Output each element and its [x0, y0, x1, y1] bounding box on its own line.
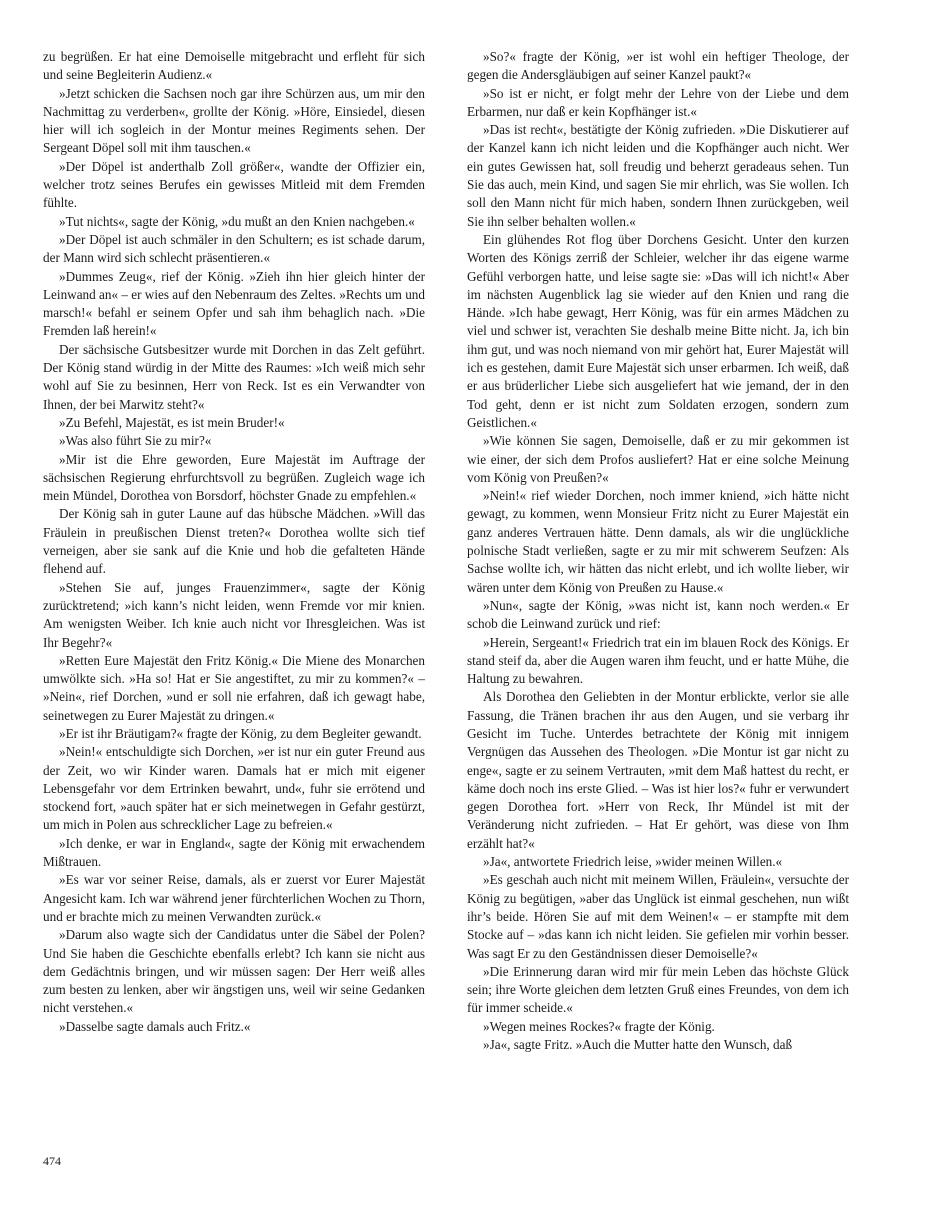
- paragraph: »Die Erinnerung daran wird mir für mein Leben das höchste Glück sein; ihre Worte gleichen dem letzten Gruß eines Freundes, von dem ich für immer scheide.«: [467, 963, 849, 1016]
- paragraph: »Der Döpel ist anderthalb Zoll größer«, wandte der Offizier ein, welcher trotz seines Berufes ein gewisses Mitleid mit dem Fremden fühlte.: [43, 158, 425, 211]
- paragraph: »Ja«, sagte Fritz. »Auch die Mutter hatte den Wunsch, daß: [483, 1037, 793, 1053]
- paragraph: »Tut nichts«, sagte der König, »du mußt an den Knien nachgeben.«: [59, 213, 415, 229]
- paragraph: »Stehen Sie auf, junges Frauenzimmer«, sagte der König zurücktretend; »ich kann’s nicht leiden, wenn Fremde vor mir knien. Am wenigsten Weiber. Ich knie auch nicht vor Ihresgleichen. Was ist Ihr Begehr?«: [43, 579, 425, 650]
- paragraph: »Jetzt schicken die Sachsen noch gar ihre Schürzen aus, um mir den Nachmittag zu verderben«, grollte der König. »Höre, Einsiedel, diesen hier will ich sogleich in der Montur meines Regiments sehen. Der Sergeant Döpel soll mit ihm tauschen.«: [43, 85, 425, 156]
- right-column: [467, 48, 849, 1054]
- paragraph: Der König sah in guter Laune auf das hübsche Mädchen. »Will das Fräulein in preußischen Dienst treten?« Dorothea wollte sich tief verneigen, aber sie sank auf die Knie und hob die gefalteten Hände flehend auf.: [43, 506, 425, 577]
- paragraph: »Was also führt Sie zu mir?«: [59, 433, 212, 449]
- paragraph: »Dasselbe sagte damals auch Fritz.«: [59, 1018, 251, 1034]
- paragraph: Ein glühendes Rot flog über Dorchens Gesicht. Unter den kurzen Worten des Königs zerriß der Schleier, welcher ihr das eigene warme Gefühl verborgen hatte, und leise sagte sie: »Das will ich nicht!« Aber im nächsten Augenblick lag sie wieder auf den Knien und rang die Hände. »Ich habe gewagt, Herr König, was für ein armes Mädchen zu viel und schwer ist, verachten Sie deshalb meine Bitte nicht. Ja, ich bin ihm gut, und was noch niemand von mir gehört hat, Eurer Majestät will ich es gestehen, damit Eure Majestät sich unser erbarmen. Ich weiß, daß er aus brüderlicher Liebe sich ausgeliefert hat wie jemand, der in den Tod geht, denn er ist nicht zum Soldaten erzogen, sondern zum Geistlichen.«: [467, 231, 849, 430]
- paragraph: zu begrüßen. Er hat eine Demoiselle mitgebracht und erfleht für sich und seine Begleiterin Audienz.«: [43, 49, 425, 83]
- paragraph: »Nein!« entschuldigte sich Dorchen, »er ist nur ein guter Freund aus der Zeit, wo wir Kinder waren. Damals hat er mich mit eigener Lebensgefahr vor dem Ertrinken bewahrt, und«, fuhr sie errötend und stockend fort, »auch später hat er sich meinetwegen in Gefahr gestürzt, um mich in Polen aus schrecklicher Lage zu befreien.«: [43, 744, 425, 833]
- paragraph: »Der Döpel ist auch schmäler in den Schultern; es ist schade darum, der Mann wird sich schlecht präsentieren.«: [43, 231, 425, 266]
- paragraph: »Es geschah auch nicht mit meinem Willen, Fräulein«, versuchte der König zu begütigen, »aber das Unglück ist einmal geschehen, nun wißt ihr’s beide. Hören Sie auf mit dem Weinen!« – er stampfte mit dem Stocke auf – »das kann ich nicht leiden. Sie gefielen mir vorhin besser. Was sagt Er zu den Geständnissen dieser Demoiselle?«: [467, 872, 849, 961]
- paragraph: »Nun«, sagte der König, »was nicht ist, kann noch werden.« Er schob die Leinwand zurück und rief:: [467, 597, 849, 632]
- paragraph: »Retten Eure Majestät den Fritz König.« Die Miene des Monarchen umwölkte sich. »Ha so! Hat er Sie angestiftet, zu mir zu kommen?« – »Nein«, rief Dorchen, »und er soll nie erfahren, daß ich gewagt habe, seinetwegen zu Eurer Majestät zu dringen.«: [43, 652, 425, 723]
- paragraph: »So?« fragte der König, »er ist wohl ein heftiger Theologe, der gegen die Andersgläubigen auf seiner Kanzel paukt?«: [467, 49, 849, 83]
- paragraph: »Wegen meines Rockes?« fragte der König.: [483, 1018, 715, 1034]
- paragraph: Der sächsische Gutsbesitzer wurde mit Dorchen in das Zelt geführt. Der König stand würdig in der Mitte des Raumes: »Ich weiß mich sehr wohl auf Sie zu besinnen, Herr von Reck. Ist es ein Verwandter von Ihnen, der bei Marwitz steht?«: [43, 341, 425, 412]
- page-number: 474: [43, 1154, 61, 1168]
- paragraph: »Es war vor seiner Reise, damals, als er zuerst vor Eurer Majestät Angesicht kam. Ich war während jener fürchterlichen Wochen zu Thorn, und er brachte mich zu meinen Verwandten zurück.«: [43, 872, 425, 924]
- paragraph: »Wie können Sie sagen, Demoiselle, daß er zu mir gekommen ist wie einer, der sich dem Profos ausliefert? Hat er eine solche Meinung vom König von Preußen?«: [467, 433, 849, 485]
- paragraph: Als Dorothea den Geliebten in der Montur erblickte, verlor sie alle Fassung, die Tränen brachen ihr aus den Augen, und sie verbarg ihr Gesicht im Tuche. Unterdes betrachtete der König mit innigem Vergnügen das Aussehen des Theologen. »Die Montur ist gar nicht zu enge«, sagte er zu seinem Vertrauten, »mit dem Maß hattest du recht, er käme doch noch ins erste Glied. – Was ist hier los?« fuhr er verwundert gegen Dorothea fort. »Herr von Reck, Ihr Mündel ist mit der Veränderung nicht zufrieden. – Hat Er gehört, was diese von Ihm erzählt hat?«: [467, 689, 849, 851]
- paragraph: »Zu Befehl, Majestät, es ist mein Bruder!«: [59, 414, 285, 430]
- paragraph: »Ich denke, er war in England«, sagte der König mit erwachendem Mißtrauen.: [43, 835, 425, 870]
- paragraph: »Das ist recht«, bestätigte der König zufrieden. »Die Diskutierer auf der Kanzel kann ich nicht leiden und die Kopfhänger auch nicht. Wer ein gutes Gewissen hat, soll freudig und beherzt geradeaus sehen. Tun Sie das auch, mein Kind, und sagen Sie mir ehrlich, was Sie wollen. Ich soll den Mann nicht für mich haben, sondern Ihnen zurückgeben, weil Sie ihn selber behalten wollen.«: [467, 122, 849, 229]
- paragraph: »Nein!« rief wieder Dorchen, noch immer kniend, »ich hätte nicht gewagt, zu kommen, wenn Monsieur Fritz nicht zu Eurer Majestät ein ganz anderes Vertrauen hätte. Denn damals, als wir die unglückliche polnische Stadt verließen, sagte er zu mir mit schwerem Seufzen: Als Sachse wollte ich, wir hätten das nicht erlebt, und ich wollte lieber, wir wären unter dem König von Preußen zu Hause.«: [467, 488, 849, 595]
- left-column: [43, 48, 425, 1036]
- paragraph: »Dummes Zeug«, rief der König. »Zieh ihn hier gleich hinter der Leinwand an« – er wies auf den Nebenraum des Zeltes. »Rechts um und marsch!« befahl er seinem Opfer und sah ihm behaglich nach. »Die Fremden laß herein!«: [43, 268, 425, 339]
- paragraph: »Er ist ihr Bräutigam?« fragte der König, zu dem Begleiter gewandt.: [59, 725, 422, 741]
- paragraph: »Herein, Sergeant!« Friedrich trat ein im blauen Rock des Königs. Er stand steif da, aber die Augen waren ihm feucht, und er hatte Mühe, die Haltung zu bewahren.: [467, 634, 849, 687]
- paragraph: »Ja«, antwortete Friedrich leise, »wider meinen Willen.«: [483, 854, 783, 870]
- paragraph: »Darum also wagte sich der Candidatus unter die Säbel der Polen? Und Sie haben die Geschichte ebenfalls erlebt? Ich kann sie nicht aus dem Gedächtnis bringen, und wir müssen sagen: Der Herr weiß alles zum besten zu lenken, aber wir ängstigen uns, weil wir seine Gedanken nicht verstehen.«: [43, 927, 425, 1016]
- paragraph: »Mir ist die Ehre geworden, Eure Majestät im Auftrage der sächsischen Regierung ehrfurchtsvoll zu begrüßen. Zugleich wage ich mein Mündel, Dorothea von Borsdorf, höchster Gnade zu empfehlen.«: [43, 451, 425, 504]
- paragraph: »So ist er nicht, er folgt mehr der Lehre von der Liebe und dem Erbarmen, nur daß er kein Kopfhänger ist.«: [467, 85, 849, 119]
